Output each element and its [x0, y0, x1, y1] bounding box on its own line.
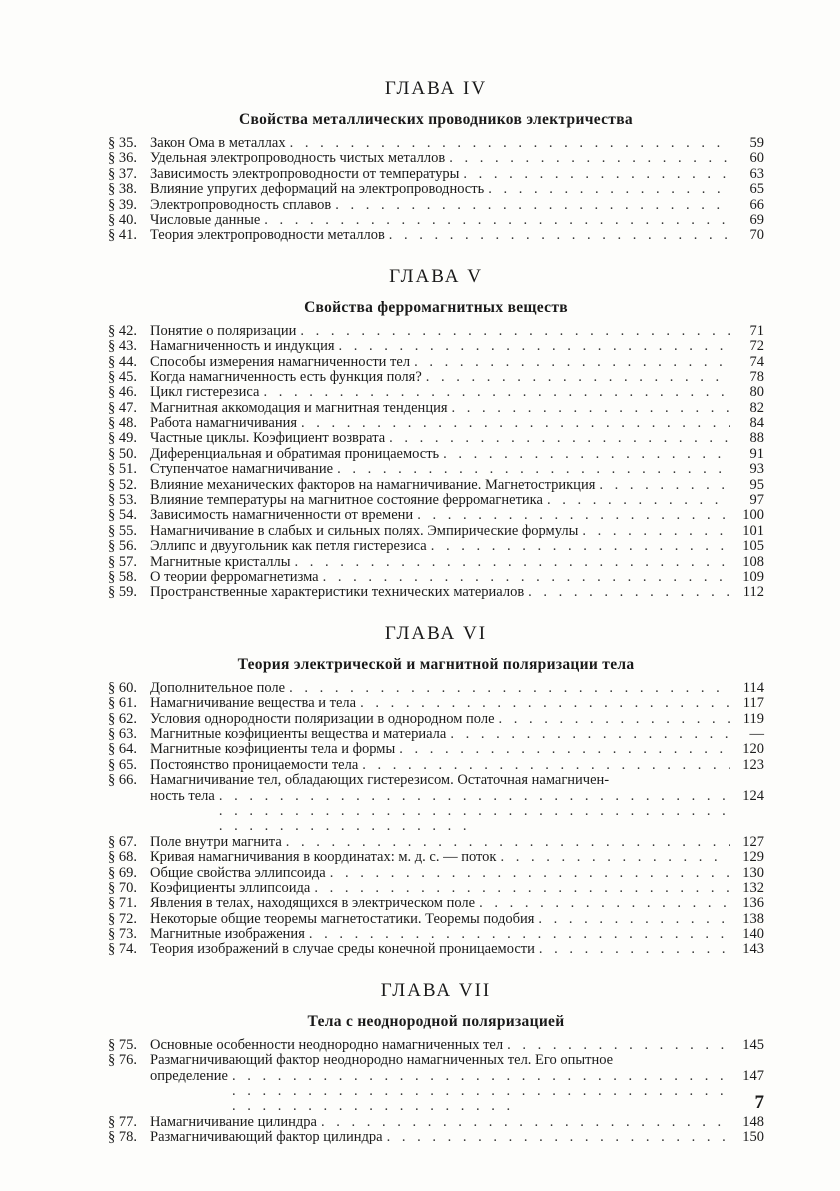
chapter-vi — [108, 623, 764, 958]
leader-dots — [538, 912, 730, 927]
section-title: Общие свойства эллипсоида — [150, 864, 326, 881]
section-number: § 55. — [108, 522, 137, 539]
chapter-title: Теория электрической и магнитной поляризации тела — [237, 655, 635, 673]
section-title: Теория изображений в случае среды конечной проницаемости — [150, 941, 535, 958]
leader-dots — [431, 539, 730, 554]
toc-entry — [108, 585, 764, 600]
section-number: § 56. — [108, 538, 137, 555]
page-number: 109 — [742, 568, 764, 585]
section-number: § 70. — [108, 879, 137, 896]
section-number: § 51. — [108, 461, 137, 478]
toc-entry — [108, 696, 764, 711]
section-title: Намагниченность и индукция — [150, 338, 335, 355]
section-title: Условия однородности поляризации в однородном поле — [150, 710, 495, 727]
toc-entry — [108, 1115, 764, 1130]
toc-entry — [108, 136, 764, 151]
section-number: § 50. — [108, 445, 137, 462]
page-number: 138 — [742, 910, 764, 927]
toc-entry — [108, 493, 764, 508]
toc-list — [108, 136, 764, 244]
page-number: 95 — [749, 476, 764, 493]
section-number: § 76. — [108, 1052, 137, 1069]
toc-list — [108, 324, 764, 601]
page-number: 119 — [742, 710, 764, 727]
page-number: 100 — [742, 507, 764, 524]
section-number: § 52. — [108, 476, 137, 493]
section-title: Кривая намагничивания в координатах: м. д. с. — поток — [150, 849, 497, 866]
leader-dots — [443, 447, 730, 462]
section-title: Способы измерения намагниченности тел — [150, 353, 411, 370]
leader-dots — [507, 1038, 730, 1053]
chapter-heading: ГЛАВА VI — [384, 622, 488, 644]
leader-dots — [452, 401, 730, 416]
section-number: § 71. — [108, 895, 137, 912]
toc-entry — [108, 712, 764, 727]
toc-entry — [108, 198, 764, 213]
page-number: 74 — [749, 353, 764, 370]
leader-dots — [335, 198, 730, 213]
toc-entry — [108, 339, 764, 354]
section-title: Влияние температуры на магнитное состояние ферромагнетика — [150, 492, 543, 509]
toc-entry — [108, 478, 764, 493]
toc-entry — [108, 524, 764, 539]
section-title: Некоторые общие теоремы магнетостатики. Теоремы подобия — [150, 910, 535, 927]
section-number: § 38. — [108, 181, 137, 198]
page-number: 78 — [749, 368, 764, 385]
section-title: Работа намагничивания — [150, 415, 298, 432]
section-title: Намагничивание тел, обладающих гистерезисом. Остаточная намагничен- — [150, 772, 610, 789]
section-number: § 46. — [108, 384, 137, 401]
section-title: Когда намагниченность есть функция поля? — [150, 368, 422, 385]
chapter-vii — [108, 980, 764, 1146]
section-title: Поле внутри магнита — [150, 833, 282, 850]
leader-dots — [399, 742, 730, 757]
toc-entry — [108, 835, 764, 850]
section-title: Намагничивание в слабых и сильных полях. Эмпирические формулы — [150, 522, 579, 539]
toc-entry — [108, 850, 764, 865]
page-number: 82 — [749, 399, 764, 416]
section-title: О теории ферромагнетизма — [150, 568, 319, 585]
leader-dots — [264, 213, 730, 228]
section-number: § 54. — [108, 507, 137, 524]
page-number: 140 — [742, 926, 764, 943]
toc-entry — [108, 555, 764, 570]
section-title: Числовые данные — [150, 211, 261, 228]
page-number: 91 — [749, 445, 764, 462]
toc-entry — [108, 681, 764, 696]
chapter-title: Тела с неоднородной поляризацией — [307, 1012, 565, 1030]
leader-dots — [290, 136, 730, 151]
section-title: Основные особенности неоднородно намагниченных тел — [150, 1036, 504, 1053]
toc-entry — [108, 213, 764, 228]
toc-entry — [108, 570, 764, 585]
leader-dots — [309, 927, 730, 942]
toc-entry — [108, 385, 764, 400]
leader-dots — [599, 478, 730, 493]
section-title: Магнитные коэфициенты вещества и материала — [150, 725, 447, 742]
toc-entry — [108, 758, 764, 773]
chapter-iv — [108, 78, 764, 244]
page-number: 148 — [742, 1113, 764, 1130]
page-number: 72 — [749, 338, 764, 355]
toc-entry — [108, 508, 764, 523]
section-number: § 68. — [108, 849, 137, 866]
section-number: § 57. — [108, 553, 137, 570]
toc-entry — [108, 447, 764, 462]
chapter-heading: ГЛАВА V — [389, 265, 483, 287]
section-title: Электропроводность сплавов — [150, 196, 332, 213]
toc-entry — [108, 539, 764, 554]
page-number: 120 — [742, 741, 764, 758]
section-title: Постоянство проницаемости тела — [150, 756, 359, 773]
leader-dots — [449, 151, 730, 166]
section-title: Закон Ома в металлах — [150, 135, 286, 151]
leader-dots — [321, 1115, 730, 1130]
leader-dots — [314, 881, 730, 896]
section-title: Дополнительное поле — [150, 679, 286, 696]
leader-dots — [463, 167, 730, 182]
section-title: Размагничивающий фактор цилиндра — [150, 1129, 383, 1146]
leader-dots — [323, 570, 730, 585]
leader-dots — [500, 850, 730, 865]
section-number: § 59. — [108, 584, 137, 601]
page-number: — — [749, 725, 764, 742]
leader-dots — [387, 1130, 730, 1145]
section-title: Намагничивание вещества и тела — [150, 695, 357, 712]
section-number: § 78. — [108, 1129, 137, 1146]
leader-dots — [417, 508, 730, 523]
toc-entry — [108, 462, 764, 477]
section-number: § 42. — [108, 322, 137, 339]
section-title: Размагничивающий фактор неоднородно намагниченных тел. Его опытное — [150, 1052, 614, 1069]
leader-dots — [263, 385, 730, 400]
chapter-heading: ГЛАВА IV — [384, 78, 488, 99]
page-number: 123 — [742, 756, 764, 773]
chapter-title: Свойства металлических проводников электричества — [239, 111, 633, 128]
page-number: 93 — [749, 461, 764, 478]
toc-entry — [108, 370, 764, 385]
section-number: § 62. — [108, 710, 137, 727]
section-number: § 36. — [108, 150, 137, 167]
toc-entry — [108, 431, 764, 446]
leader-dots — [426, 370, 730, 385]
page-number: 105 — [742, 538, 764, 555]
leader-dots — [337, 462, 730, 477]
leader-dots — [479, 896, 730, 911]
page-number: 66 — [749, 196, 764, 213]
leader-dots — [450, 727, 730, 742]
page-number: 124 — [742, 787, 764, 804]
toc-list — [108, 681, 764, 958]
section-number: § 65. — [108, 756, 137, 773]
section-title-continued: определение — [150, 1067, 228, 1084]
leader-dots — [528, 585, 730, 600]
section-number: § 67. — [108, 833, 137, 850]
toc-entry — [108, 866, 764, 881]
toc-entry — [108, 401, 764, 416]
section-title: Цикл гистерезиса — [150, 384, 260, 401]
toc-entry — [108, 912, 764, 927]
leader-dots — [294, 555, 730, 570]
section-title: Ступенчатое намагничивание — [150, 461, 334, 478]
chapter-heading: ГЛАВА VII — [380, 979, 492, 1001]
leader-dots — [389, 228, 730, 243]
leader-dots — [547, 493, 730, 508]
section-title: Удельная электропроводность чистых металлов — [150, 150, 446, 167]
page-number: 65 — [749, 181, 764, 198]
leader-dots — [389, 431, 730, 446]
page-number: 143 — [742, 941, 764, 958]
section-title: Теория электропроводности металлов — [150, 227, 385, 244]
section-title: Явления в телах, находящихся в электрическом поле — [150, 895, 476, 912]
chapter-title: Свойства ферромагнитных веществ — [304, 298, 568, 316]
page-number: 71 — [749, 322, 764, 339]
section-title: Магнитная аккомодация и магнитная тенденция — [150, 399, 448, 416]
leader-dots — [339, 339, 730, 354]
page-number: 132 — [742, 879, 764, 896]
page-number: 63 — [749, 165, 764, 182]
section-number: § 49. — [108, 430, 137, 447]
page-number: 59 — [749, 135, 764, 151]
page-number: 112 — [742, 584, 764, 601]
page-number: 117 — [742, 695, 764, 712]
section-number: § 64. — [108, 741, 137, 758]
section-number: § 48. — [108, 415, 137, 432]
chapter-v — [108, 266, 764, 601]
page-folio: 7 — [754, 1092, 764, 1113]
section-number: § 45. — [108, 368, 137, 385]
toc-entry — [108, 228, 764, 243]
page-number: 88 — [749, 430, 764, 447]
section-title: Пространственные характеристики технических материалов — [150, 584, 525, 601]
section-title: Частные циклы. Коэфициент возврата — [150, 430, 386, 447]
toc-entry — [108, 896, 764, 911]
section-title: Магнитные изображения — [150, 926, 305, 943]
toc-entry — [108, 1130, 764, 1145]
section-title: Намагничивание цилиндра — [150, 1113, 317, 1130]
toc-entry — [108, 927, 764, 942]
section-number: § 43. — [108, 338, 137, 355]
section-number: § 44. — [108, 353, 137, 370]
section-title: Понятие о поляризации — [150, 322, 297, 339]
leader-dots — [362, 758, 730, 773]
page-number: 97 — [749, 492, 764, 509]
section-number: § 73. — [108, 926, 137, 943]
leader-dots — [232, 1069, 730, 1115]
page-number: 101 — [742, 522, 764, 539]
page-number: 70 — [749, 227, 764, 244]
page-number: 69 — [749, 211, 764, 228]
section-number: § 37. — [108, 165, 137, 182]
toc-entry — [108, 355, 764, 370]
toc-entry — [108, 1038, 764, 1053]
section-title: Коэфициенты эллипсоида — [150, 879, 311, 896]
page-number: 150 — [742, 1129, 764, 1146]
section-number: § 72. — [108, 910, 137, 927]
toc-entry — [108, 881, 764, 896]
section-title: Магнитные коэфициенты тела и формы — [150, 741, 396, 758]
leader-dots — [286, 835, 730, 850]
section-title: Влияние упругих деформаций на электропроводность — [150, 181, 485, 198]
section-number: § 60. — [108, 679, 137, 696]
section-title-continued: ность тела — [150, 787, 215, 804]
leader-dots — [330, 866, 730, 881]
section-number: § 75. — [108, 1036, 137, 1053]
section-number: § 35. — [108, 135, 137, 151]
leader-dots — [300, 324, 730, 339]
toc-entry — [108, 1053, 764, 1115]
toc-entry — [108, 167, 764, 182]
section-title: Зависимость намагниченности от времени — [150, 507, 414, 524]
leader-dots — [360, 696, 730, 711]
toc-entry — [108, 742, 764, 757]
page-number: 145 — [742, 1036, 764, 1053]
leader-dots — [499, 712, 730, 727]
section-number: § 69. — [108, 864, 137, 881]
toc-entry — [108, 151, 764, 166]
page-number: 129 — [742, 849, 764, 866]
section-number: § 74. — [108, 941, 137, 958]
leader-dots — [301, 416, 730, 431]
leader-dots — [219, 789, 730, 835]
toc-entry — [108, 416, 764, 431]
section-number: § 39. — [108, 196, 137, 213]
section-number: § 53. — [108, 492, 137, 509]
page-number: 147 — [742, 1067, 764, 1084]
leader-dots — [289, 681, 730, 696]
toc-entry — [108, 727, 764, 742]
section-title: Диференциальная и обратимая проницаемость — [150, 445, 440, 462]
section-title: Зависимость электропроводности от температуры — [150, 165, 460, 182]
page-number: 136 — [742, 895, 764, 912]
section-number: § 63. — [108, 725, 137, 742]
section-number: § 61. — [108, 695, 137, 712]
section-number: § 40. — [108, 211, 137, 228]
section-title: Эллипс и двуугольник как петля гистерезиса — [150, 538, 427, 555]
page-number: 127 — [742, 833, 764, 850]
leader-dots — [582, 524, 730, 539]
leader-dots — [539, 942, 730, 957]
section-title: Влияние механических факторов на намагничивание. Магнетострикция — [150, 476, 596, 493]
toc-entry — [108, 773, 764, 835]
page-number: 130 — [742, 864, 764, 881]
toc-entry — [108, 324, 764, 339]
section-number: § 66. — [108, 772, 137, 789]
section-number: § 47. — [108, 399, 137, 416]
page-number: 108 — [742, 553, 764, 570]
leader-dots — [414, 355, 730, 370]
page-number: 84 — [749, 415, 764, 432]
leader-dots — [488, 182, 730, 197]
table-of-contents — [108, 78, 764, 1146]
page-number: 114 — [742, 679, 764, 696]
section-number: § 41. — [108, 227, 137, 244]
page-number: 60 — [749, 150, 764, 167]
toc-entry — [108, 182, 764, 197]
section-number: § 77. — [108, 1113, 137, 1130]
toc-list — [108, 1038, 764, 1146]
section-title: Магнитные кристаллы — [150, 553, 291, 570]
section-number: § 58. — [108, 568, 137, 585]
page-number: 80 — [749, 384, 764, 401]
toc-entry — [108, 942, 764, 957]
